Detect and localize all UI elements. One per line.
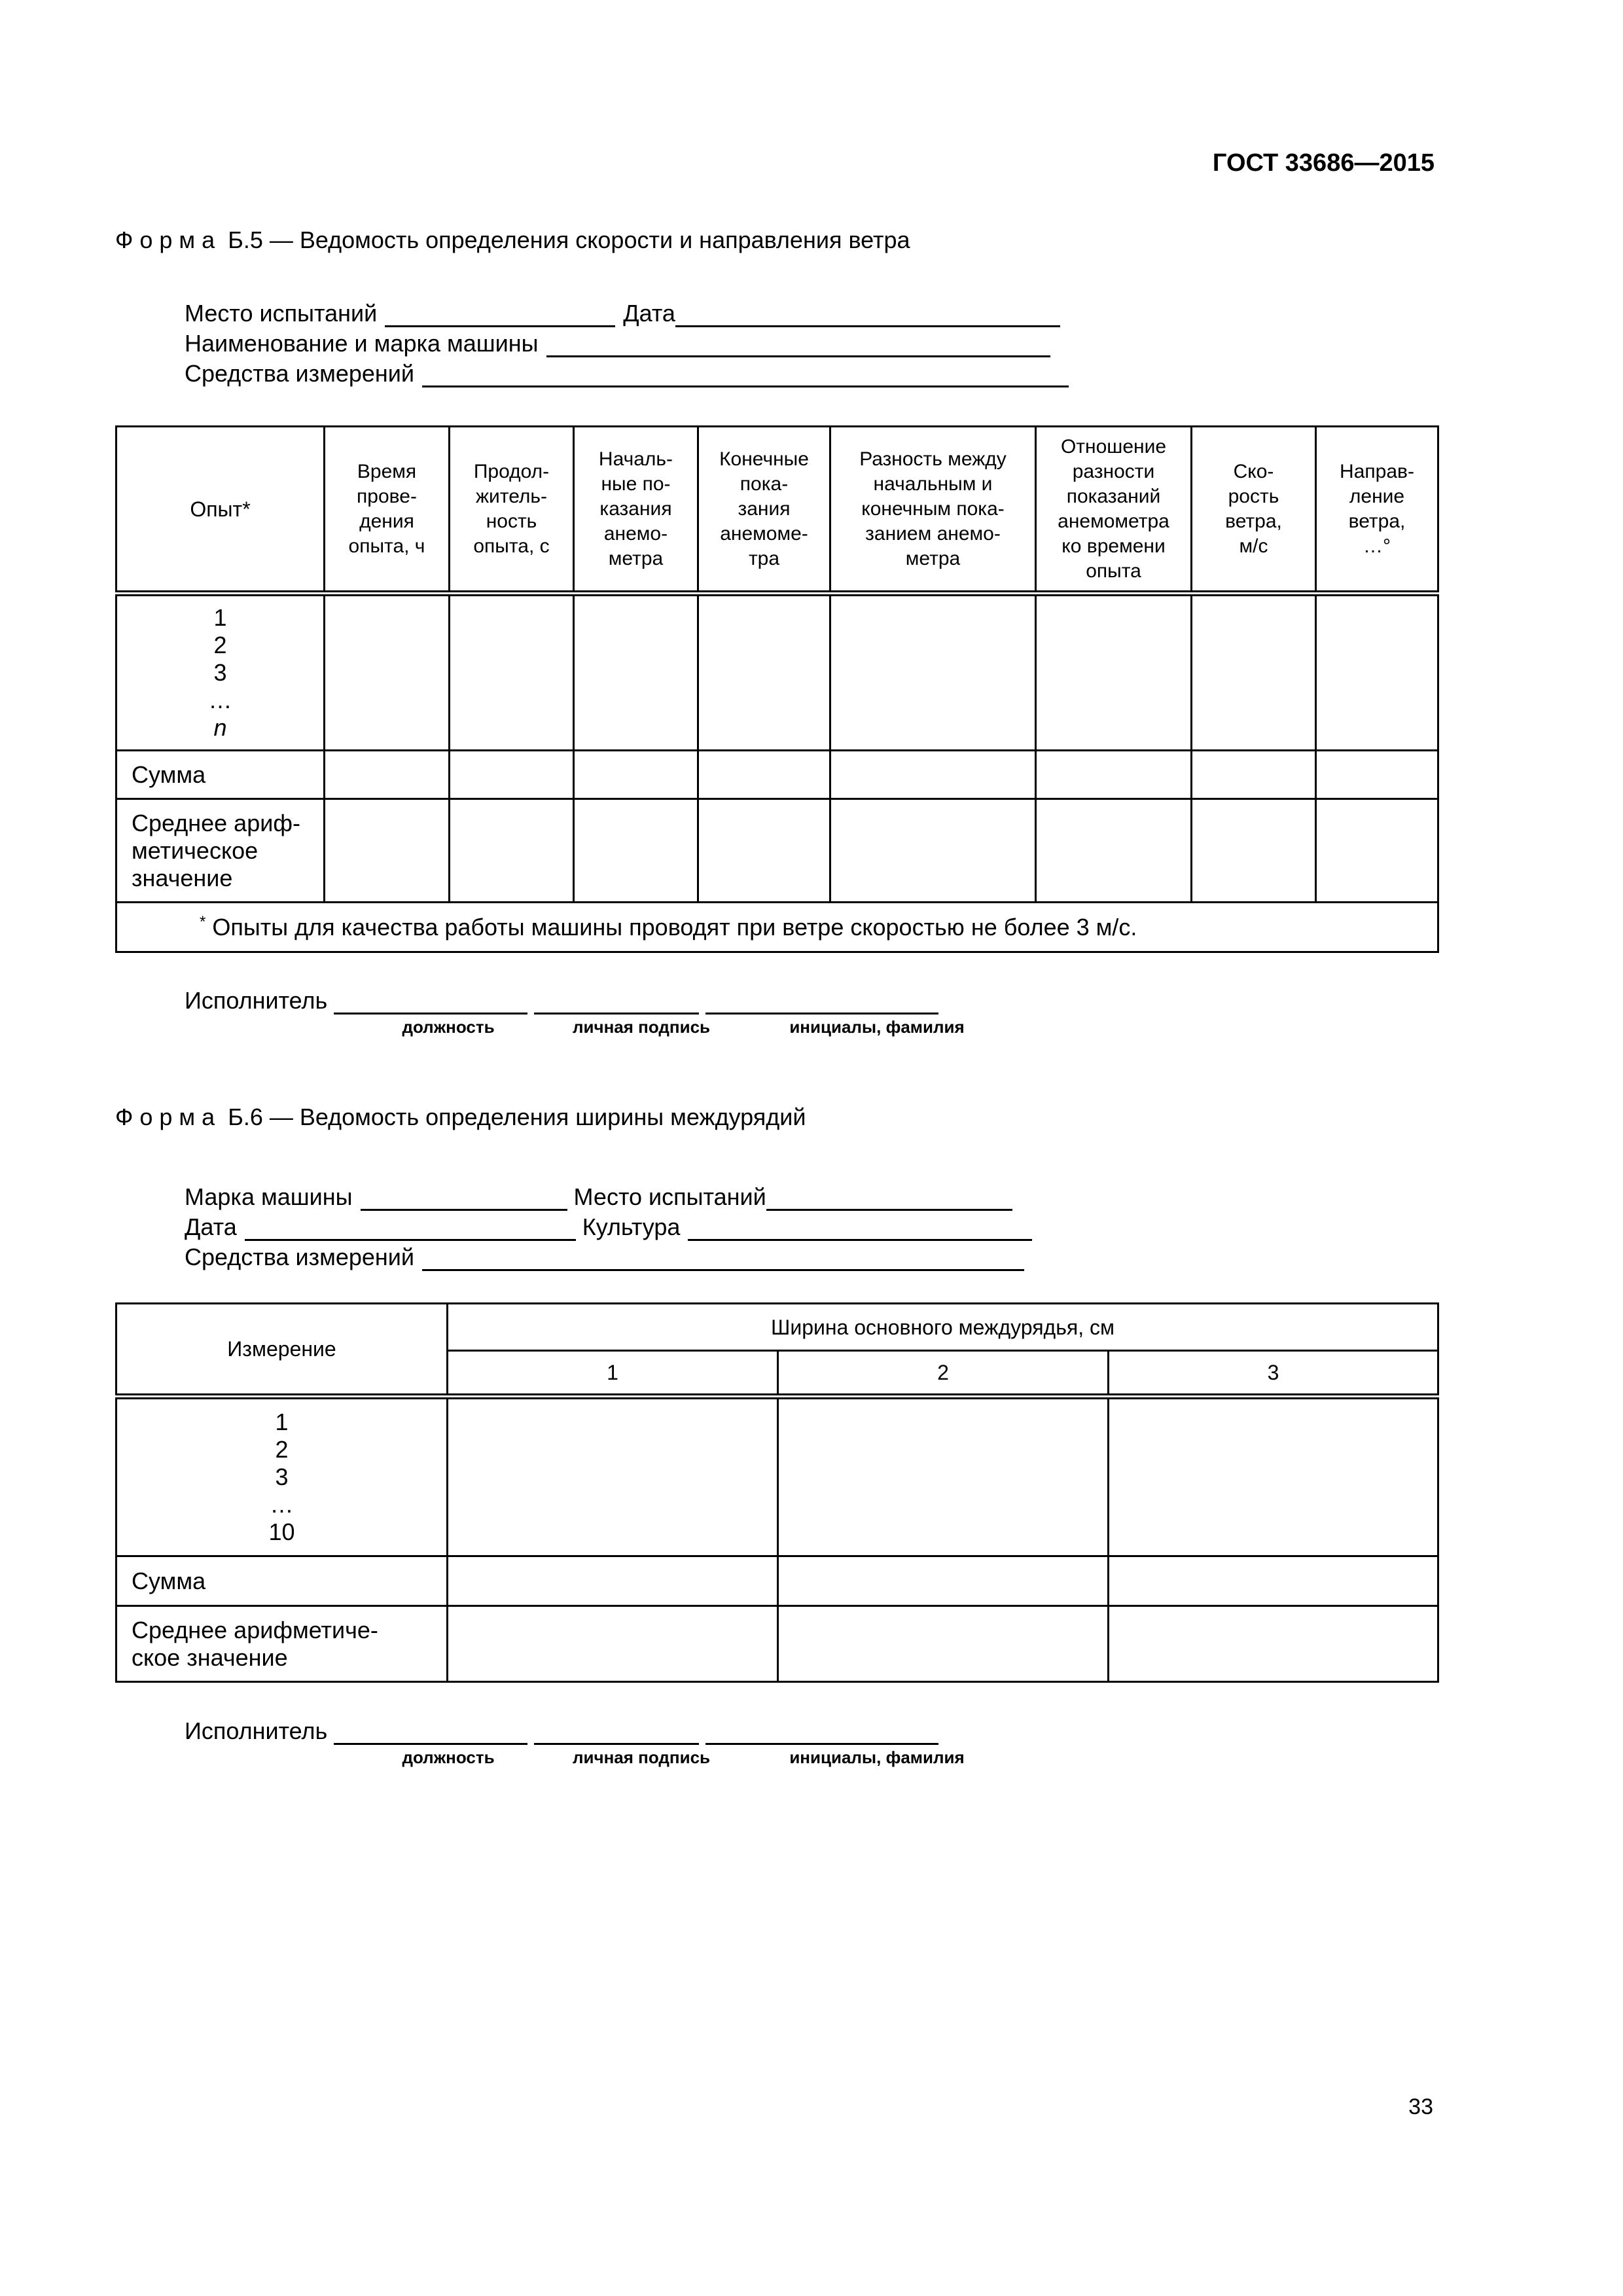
table-cell[interactable] bbox=[450, 594, 574, 751]
mean-label: Среднее арифметиче- ское значение bbox=[116, 1606, 448, 1682]
form-b5-machine-label: Наименование и марка машины bbox=[185, 330, 539, 357]
row-number: 10 bbox=[268, 1518, 295, 1545]
table-cell[interactable] bbox=[574, 799, 698, 903]
form-b5-date-label: Дата bbox=[623, 300, 675, 327]
row-number: … bbox=[270, 1491, 294, 1518]
form-b5-sum-row bbox=[116, 751, 1438, 799]
footnote-text: Опыты для качества работы машины проводят при ветре скоростью не более 3 м/с. bbox=[212, 914, 1137, 941]
table-cell[interactable] bbox=[830, 799, 1036, 903]
table-cell[interactable] bbox=[325, 799, 450, 903]
form-b6-title bbox=[115, 1103, 806, 1131]
form-b6-culture-label: Культура bbox=[582, 1213, 681, 1240]
table-cell[interactable] bbox=[1036, 751, 1192, 799]
form-b5-title-rest: Б.5 — Ведомость определения скорости и направления ветра bbox=[228, 226, 910, 253]
caption-signature: личная подпись bbox=[572, 1017, 711, 1037]
caption-name: инициалы, фамилия bbox=[789, 1017, 965, 1037]
row-number: 2 bbox=[213, 632, 227, 658]
header-experiment: Опыт* bbox=[116, 427, 325, 594]
position-field[interactable] bbox=[334, 1723, 527, 1745]
form-b6-brand-label: Марка машины bbox=[185, 1183, 353, 1210]
table-cell[interactable] bbox=[1192, 751, 1316, 799]
table-cell[interactable] bbox=[698, 799, 830, 903]
table-cell[interactable] bbox=[325, 751, 450, 799]
table-cell[interactable] bbox=[574, 594, 698, 751]
form-b5-machine-line bbox=[185, 330, 1050, 357]
table-cell[interactable] bbox=[1316, 799, 1438, 903]
caption-position: должность bbox=[402, 1748, 495, 1767]
form-b5-data-row bbox=[116, 594, 1438, 751]
form-b6-culture-field[interactable] bbox=[688, 1219, 1032, 1241]
table-cell[interactable] bbox=[698, 751, 830, 799]
header-difference: Разность между начальным и конечным пока- занием анемо- метра bbox=[830, 427, 1036, 594]
form-b5-signature bbox=[185, 987, 938, 1014]
position-field[interactable] bbox=[334, 993, 527, 1014]
form-b6-title-rest: Б.6 — Ведомость определения ширины междурядий bbox=[228, 1103, 806, 1130]
row-number: 1 bbox=[275, 1408, 289, 1435]
form-b5-row-numbers bbox=[116, 594, 325, 751]
table-cell[interactable] bbox=[830, 751, 1036, 799]
row-number: 2 bbox=[275, 1436, 289, 1463]
signature-field[interactable] bbox=[534, 993, 699, 1014]
header-measurement: Измерение bbox=[116, 1304, 448, 1397]
table-cell[interactable] bbox=[325, 594, 450, 751]
table-cell[interactable] bbox=[778, 1397, 1109, 1556]
form-b5-machine-field[interactable] bbox=[546, 336, 1050, 357]
table-cell[interactable] bbox=[448, 1556, 778, 1606]
standard-designation: ГОСТ 33686—2015 bbox=[1212, 149, 1435, 177]
header-row-width: Ширина основного междурядья, см bbox=[448, 1304, 1438, 1351]
form-b6-table bbox=[115, 1302, 1439, 1683]
form-b5-header-row bbox=[116, 427, 1438, 594]
caption-name: инициалы, фамилия bbox=[789, 1748, 965, 1767]
form-b6-place-field[interactable] bbox=[766, 1189, 1012, 1211]
form-b5-instruments-line bbox=[185, 360, 1069, 387]
name-field[interactable] bbox=[705, 1723, 938, 1745]
column-number: 3 bbox=[1109, 1351, 1438, 1397]
sum-label: Сумма bbox=[116, 1556, 448, 1606]
form-b6-instruments-field[interactable] bbox=[422, 1249, 1024, 1271]
table-cell[interactable] bbox=[1036, 594, 1192, 751]
form-b5-instruments-label: Средства измерений bbox=[185, 360, 415, 387]
form-b6-date-label: Дата bbox=[185, 1213, 237, 1240]
header-initial-reading: Началь- ные по- казания анемо- метра bbox=[574, 427, 698, 594]
table-cell[interactable] bbox=[1109, 1556, 1438, 1606]
row-number: 3 bbox=[213, 659, 227, 686]
table-cell[interactable] bbox=[450, 799, 574, 903]
form-b6-title-prefix: Форма bbox=[115, 1103, 222, 1130]
row-number: n bbox=[213, 714, 227, 741]
table-cell[interactable] bbox=[1109, 1397, 1438, 1556]
header-duration: Продол- житель- ность опыта, с bbox=[450, 427, 574, 594]
form-b6-instruments-label: Средства измерений bbox=[185, 1244, 415, 1270]
form-b5-table bbox=[115, 425, 1439, 953]
header-ratio: Отношение разности показаний анемометра ко времени опыта bbox=[1036, 427, 1192, 594]
mean-label: Среднее ариф- метическое значение bbox=[116, 799, 325, 903]
form-b6-date-culture-line bbox=[185, 1213, 1032, 1241]
form-b6-instruments-line bbox=[185, 1244, 1024, 1271]
form-b6-header-row-1 bbox=[116, 1304, 1438, 1351]
form-b5-mean-row bbox=[116, 799, 1438, 903]
form-b5-title-prefix: Форма bbox=[115, 226, 222, 253]
header-time: Время прове- дения опыта, ч bbox=[325, 427, 450, 594]
form-b5-place-label: Место испытаний bbox=[185, 300, 378, 327]
executor-label: Исполнитель bbox=[185, 1717, 328, 1744]
form-b5-place-field[interactable] bbox=[385, 306, 615, 327]
form-b6-brand-place-line bbox=[185, 1183, 1012, 1211]
row-number: 3 bbox=[275, 1463, 289, 1490]
caption-signature: личная подпись bbox=[572, 1748, 711, 1767]
table-cell[interactable] bbox=[830, 594, 1036, 751]
table-cell[interactable] bbox=[1036, 799, 1192, 903]
table-cell[interactable] bbox=[450, 751, 574, 799]
header-wind-direction: Направ- ление ветра, …° bbox=[1316, 427, 1438, 594]
form-b5-instruments-field[interactable] bbox=[422, 366, 1069, 387]
caption-position: должность bbox=[402, 1017, 495, 1037]
sum-label: Сумма bbox=[116, 751, 325, 799]
form-b6-row-numbers bbox=[116, 1397, 448, 1556]
table-cell[interactable] bbox=[574, 751, 698, 799]
header-wind-speed: Ско- рость ветра, м/с bbox=[1192, 427, 1316, 594]
table-cell[interactable] bbox=[1192, 799, 1316, 903]
row-number: 1 bbox=[213, 604, 227, 631]
form-b6-mean-row bbox=[116, 1606, 1438, 1682]
header-final-reading: Конечные пока- зания анемоме- тра bbox=[698, 427, 830, 594]
column-number: 2 bbox=[778, 1351, 1109, 1397]
footnote-mark: * bbox=[200, 913, 206, 931]
table-cell[interactable] bbox=[448, 1397, 778, 1556]
table-cell[interactable] bbox=[1316, 594, 1438, 751]
table-cell[interactable] bbox=[778, 1606, 1109, 1682]
form-b6-signature bbox=[185, 1717, 938, 1745]
form-b5-date-field[interactable] bbox=[675, 306, 1060, 327]
executor-label: Исполнитель bbox=[185, 987, 328, 1014]
table-cell[interactable] bbox=[1316, 751, 1438, 799]
form-b6-place-label: Место испытаний bbox=[573, 1183, 766, 1210]
row-number: … bbox=[208, 687, 232, 713]
form-b6-date-field[interactable] bbox=[245, 1219, 576, 1241]
signature-field[interactable] bbox=[534, 1723, 699, 1745]
table-cell[interactable] bbox=[1192, 594, 1316, 751]
form-b6-data-row bbox=[116, 1397, 1438, 1556]
table-cell[interactable] bbox=[448, 1606, 778, 1682]
page-number: 33 bbox=[1408, 2094, 1433, 2119]
name-field[interactable] bbox=[705, 993, 938, 1014]
form-b5-footnote-row bbox=[116, 903, 1438, 952]
column-number: 1 bbox=[448, 1351, 778, 1397]
form-b6-brand-field[interactable] bbox=[361, 1189, 567, 1211]
footnote bbox=[116, 903, 1438, 952]
form-b5-title bbox=[115, 226, 910, 254]
table-cell[interactable] bbox=[778, 1556, 1109, 1606]
table-cell[interactable] bbox=[1109, 1606, 1438, 1682]
table-cell[interactable] bbox=[698, 594, 830, 751]
form-b5-place-date-line bbox=[185, 300, 1060, 327]
form-b6-sum-row bbox=[116, 1556, 1438, 1606]
